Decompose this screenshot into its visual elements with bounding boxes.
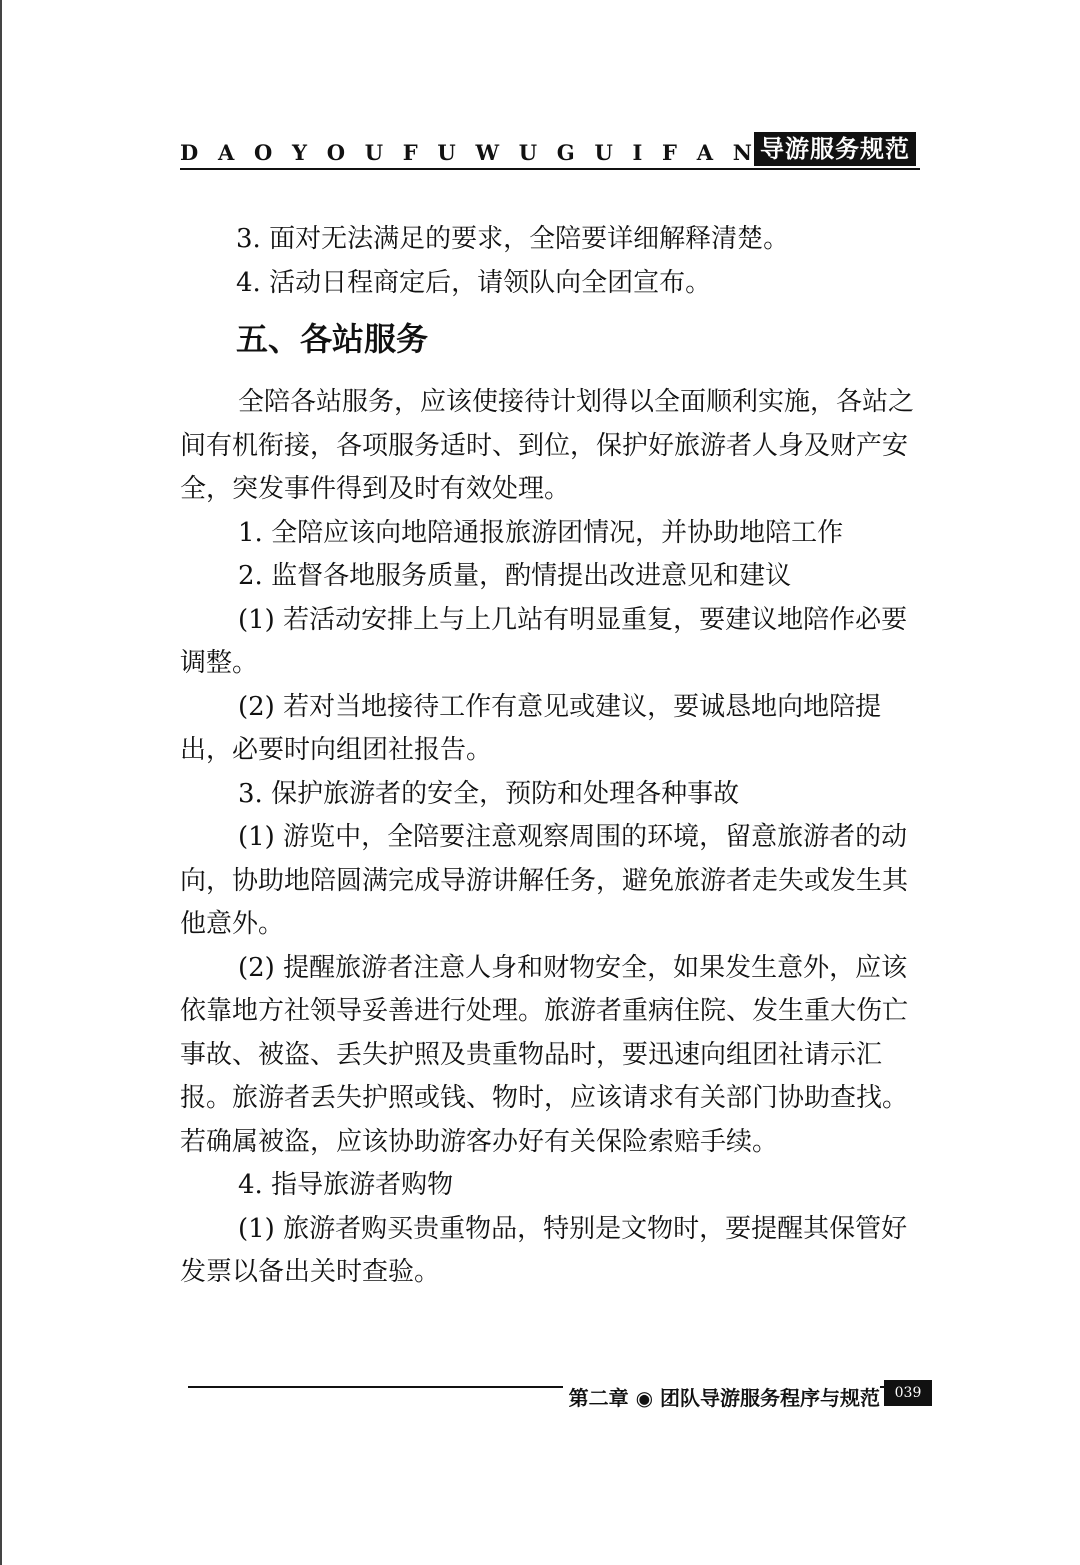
paragraph: 1. 全陪应该向地陪通报旅游团情况，并协助地陪工作 [238, 517, 844, 548]
section-title: 五、各站服务 [236, 320, 429, 358]
paragraph: (1) 旅游者购买贵重物品，特别是文物时，要提醒其保管好发票以备出关时查验。 [180, 1213, 908, 1287]
footer-chapter-title: 第二章 ◉ 团队导游服务程序与规范 [563, 1382, 880, 1411]
header-letter: A [696, 140, 713, 165]
book-page [180, 0, 930, 1565]
header-letter: Y [291, 140, 307, 165]
header-rule [180, 168, 920, 170]
header-letter: F [402, 140, 418, 165]
header-letter: O [326, 140, 345, 165]
header-letter: U [518, 140, 538, 165]
paragraph: 2. 监督各地服务质量，酌情提出改进意见和建议 [238, 561, 792, 591]
running-footer [180, 1376, 932, 1410]
paragraph: (2) 若对当地接待工作有意见或建议，要诚恳地向地陪提出，必要时向组团社报告。 [180, 691, 882, 765]
page-number: 039 [884, 1380, 932, 1406]
header-letter: N [732, 140, 752, 165]
header-letter: G [556, 140, 575, 165]
header-letter: D [180, 140, 199, 165]
header-pinyin-letters [180, 140, 752, 165]
header-letter: U [437, 140, 456, 165]
header-letter: U [594, 140, 613, 165]
page-left-edge [0, 0, 2, 1565]
running-header [180, 132, 920, 170]
paragraph: 4. 指导旅游者购物 [238, 1170, 454, 1200]
paragraph: (1) 若活动安排上与上几站有明显重复，要建议地陪作必要调整。 [180, 604, 908, 678]
paragraph: 4. 活动日程商定后，请领队向全团宣布。 [236, 267, 712, 298]
paragraph: 3. 保护旅游者的安全，预防和处理各种事故 [238, 778, 740, 809]
header-letter: I [632, 140, 643, 165]
header-title-box: 导游服务规范 [754, 132, 916, 166]
header-letter: W [475, 140, 500, 165]
header-letter: U [364, 140, 384, 165]
paragraph: (1) 游览中，全陪要注意观察周围的环境，留意旅游者的动向，协助地陪圆满完成导游讲解任务，避免旅游者走失或发生其他意外。 [180, 822, 909, 939]
header-letter: A [217, 140, 235, 165]
header-letter: F [662, 140, 677, 165]
paragraph: (2) 提醒旅游者注意人身和财物安全，如果发生意外，应该依靠地方社领导妥善进行处理。旅游者重病住院、发生重大伤亡事故、被盗、丢失护照及贵重物品时，要迅速向组团社请示汇报。旅游者丢失护照或钱、物时，应该请求有关部门协助查找。若确属被盗，应该协助游客办好有关保险索赔手续。 [180, 952, 909, 1157]
body-text [180, 218, 925, 1295]
header-letter: O [253, 140, 273, 165]
paragraph: 全陪各站服务，应该使接待计划得以全面顺利实施，各站之间有机衔接，各项服务适时、到位，保护好旅游者人身及财产安全，突发事件得到及时有效处理。 [180, 387, 915, 504]
paragraph: 3. 面对无法满足的要求，全陪要详细解释清楚。 [236, 224, 790, 254]
